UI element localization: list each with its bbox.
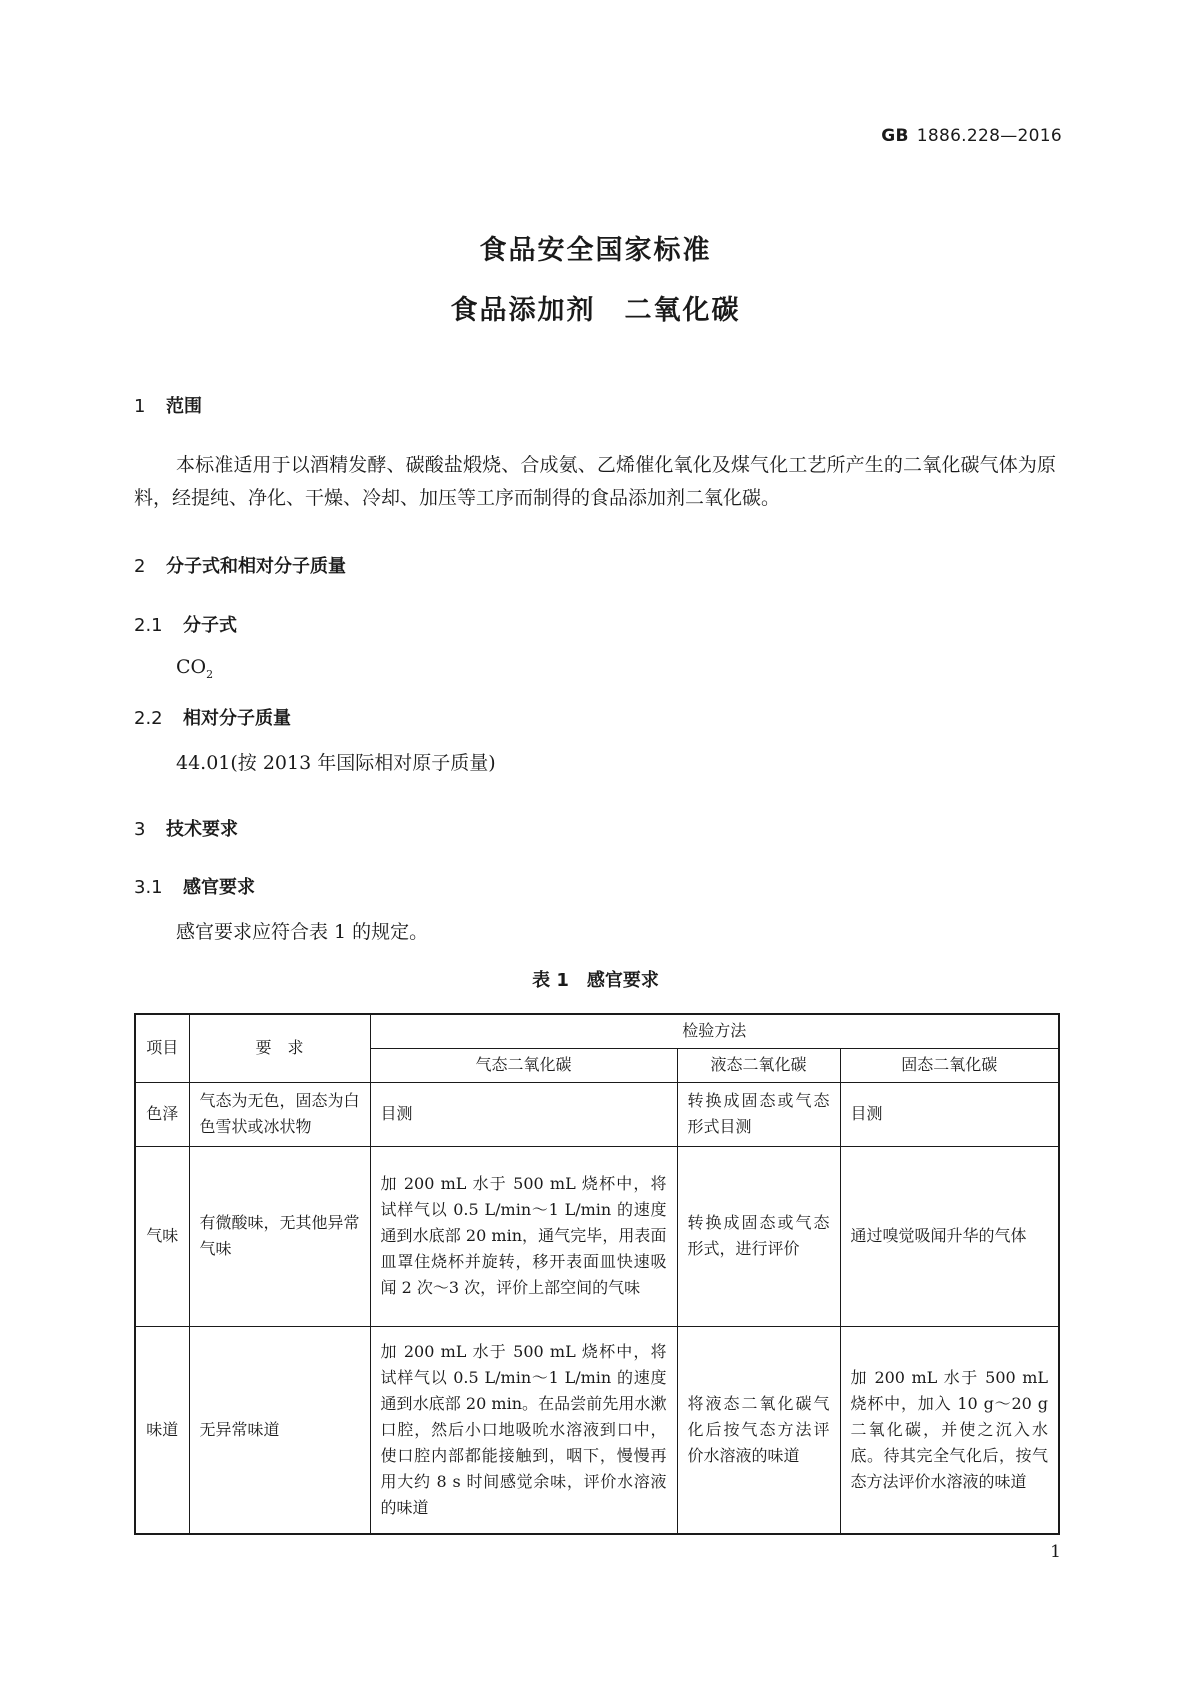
section-1-title: 范围 bbox=[166, 396, 202, 417]
section-3-number: 3 bbox=[134, 819, 146, 840]
row-requirement: 有微酸味，无其他异常气味 bbox=[189, 1146, 370, 1326]
section-2-2-number: 2.2 bbox=[134, 708, 163, 729]
row-liquid-method: 将液态二氧化碳气化后按气态方法评价水溶液的味道 bbox=[677, 1326, 840, 1534]
table-1-caption: 表 1 感官要求 bbox=[532, 970, 659, 991]
section-2-2-title: 相对分子质量 bbox=[183, 708, 291, 729]
section-3-heading bbox=[134, 815, 238, 841]
row-solid-method: 加 200 mL 水于 500 mL 烧杯中，加入 10 g～20 g 二氧化碳，并使之沉入水底。待其完全气化后，按气态方法评价水溶液的味道 bbox=[840, 1326, 1059, 1534]
document-title-line1: 食品安全国家标准 bbox=[479, 235, 712, 266]
formula-subscript: 2 bbox=[206, 667, 214, 681]
header-test-method: 检验方法 bbox=[370, 1014, 1059, 1048]
section-2-title: 分子式和相对分子质量 bbox=[166, 556, 346, 577]
section-3-1-title: 感官要求 bbox=[183, 877, 255, 898]
document-title-line2: 食品添加剂 二氧化碳 bbox=[450, 295, 741, 326]
header-item: 项目 bbox=[135, 1014, 189, 1082]
section-2-number: 2 bbox=[134, 556, 146, 577]
section-3-1-heading bbox=[134, 873, 255, 899]
molecular-formula bbox=[176, 656, 213, 681]
row-gas-method: 加 200 mL 水于 500 mL 烧杯中，将试样气以 0.5 L/min～1 L/min 的速度通到水底部 20 min，通气完毕，用表面皿罩住烧杯并旋转，移开表面皿快速吸闻 2 次～3 次，评价上部空间的气味 bbox=[370, 1146, 677, 1326]
standard-number: 1886.228—2016 bbox=[916, 126, 1062, 146]
sensory-requirements-table bbox=[134, 1013, 1060, 1535]
row-item: 味道 bbox=[135, 1326, 189, 1534]
header-gas: 气态二氧化碳 bbox=[370, 1048, 677, 1082]
standard-prefix: GB bbox=[881, 126, 909, 146]
table-row bbox=[135, 1146, 1059, 1326]
header-liquid: 液态二氧化碳 bbox=[677, 1048, 840, 1082]
table-row bbox=[135, 1326, 1059, 1534]
row-item: 色泽 bbox=[135, 1082, 189, 1146]
row-solid-method: 目测 bbox=[840, 1082, 1059, 1146]
page-number: 1 bbox=[1050, 1542, 1061, 1562]
section-3-1-text: 感官要求应符合表 1 的规定。 bbox=[176, 921, 429, 943]
row-gas-method: 加 200 mL 水于 500 mL 烧杯中，将试样气以 0.5 L/min～1 L/min 的速度通到水底部 20 min。在品尝前先用水漱口腔，然后小口地吸吮水溶液到口中，使口腔内部都能接触到，咽下，慢慢再用大约 8 s 时间感觉余味，评价水溶液的味道 bbox=[370, 1326, 677, 1534]
section-2-1-title: 分子式 bbox=[183, 615, 237, 636]
standard-code-header bbox=[881, 126, 1062, 146]
row-liquid-method: 转换成固态或气态形式，进行评价 bbox=[677, 1146, 840, 1326]
row-gas-method: 目测 bbox=[370, 1082, 677, 1146]
table-row bbox=[135, 1082, 1059, 1146]
row-liquid-method: 转换成固态或气态形式目测 bbox=[677, 1082, 840, 1146]
section-2-1-heading bbox=[134, 611, 237, 637]
section-1-heading bbox=[134, 392, 202, 418]
header-solid: 固态二氧化碳 bbox=[840, 1048, 1059, 1082]
section-3-1-number: 3.1 bbox=[134, 877, 163, 898]
table-header-row-1 bbox=[135, 1014, 1059, 1048]
row-solid-method: 通过嗅觉吸闻升华的气体 bbox=[840, 1146, 1059, 1326]
section-1-number: 1 bbox=[134, 396, 146, 417]
row-requirement: 气态为无色，固态为白色雪状或冰状物 bbox=[189, 1082, 370, 1146]
section-2-heading bbox=[134, 552, 346, 578]
row-item: 气味 bbox=[135, 1146, 189, 1326]
formula-main: CO bbox=[176, 656, 207, 678]
section-1-text: 本标准适用于以酒精发酵、碳酸盐煅烧、合成氨、乙烯催化氧化及煤气化工艺所产生的二氧化碳气体为原料，经提纯、净化、干燥、冷却、加压等工序而制得的食品添加剂二氧化碳。 bbox=[134, 454, 1056, 509]
section-3-title: 技术要求 bbox=[166, 819, 238, 840]
header-requirement: 要 求 bbox=[189, 1014, 370, 1082]
molecular-mass-text: 44.01(按 2013 年国际相对原子质量) bbox=[176, 752, 496, 774]
section-2-1-number: 2.1 bbox=[134, 615, 163, 636]
row-requirement: 无异常味道 bbox=[189, 1326, 370, 1534]
section-2-2-heading bbox=[134, 704, 291, 730]
